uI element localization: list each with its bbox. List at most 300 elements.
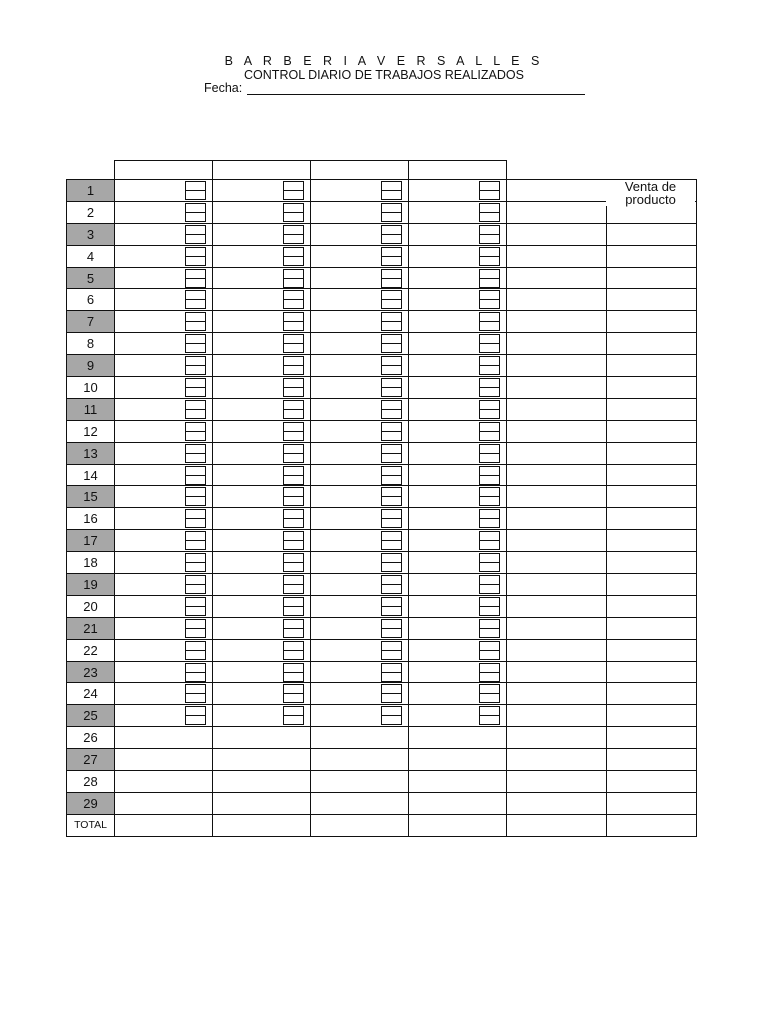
entry-cell-col-6[interactable] — [607, 639, 697, 661]
entry-cell-col-4[interactable] — [409, 180, 507, 202]
tally-box[interactable] — [283, 247, 304, 266]
entry-cell-col-1[interactable] — [115, 661, 213, 683]
entry-cell-col-5[interactable] — [507, 705, 607, 727]
tally-box[interactable] — [185, 466, 206, 485]
column-header-box-1[interactable] — [114, 160, 213, 180]
entry-cell-col-2[interactable] — [213, 289, 311, 311]
date-field[interactable] — [247, 94, 585, 95]
entry-cell-col-5[interactable] — [507, 201, 607, 223]
entry-cell-col-2[interactable] — [213, 398, 311, 420]
entry-cell-col-1[interactable] — [115, 267, 213, 289]
tally-box[interactable] — [479, 509, 500, 528]
row-number: 15 — [67, 486, 115, 508]
tally-box[interactable] — [185, 706, 206, 725]
tally-box[interactable] — [185, 225, 206, 244]
entry-cell-col-6[interactable] — [607, 289, 697, 311]
entry-cell-col-4[interactable] — [409, 486, 507, 508]
entry-cell-col-1[interactable] — [115, 311, 213, 333]
entry-cell-col-2[interactable] — [213, 705, 311, 727]
tally-box[interactable] — [381, 356, 402, 375]
entry-cell-col-5[interactable] — [507, 311, 607, 333]
entry-cell-col-1[interactable] — [115, 617, 213, 639]
entry-cell-col-1[interactable] — [115, 749, 213, 771]
entry-cell-col-5[interactable] — [507, 245, 607, 267]
entry-cell-col-5[interactable] — [507, 595, 607, 617]
tally-box[interactable] — [283, 553, 304, 572]
entry-cell-col-4[interactable] — [409, 552, 507, 574]
entry-cell-col-6[interactable] — [607, 683, 697, 705]
entry-cell-col-2[interactable] — [213, 771, 311, 793]
entry-cell-col-5[interactable] — [507, 530, 607, 552]
entry-cell-col-6[interactable] — [607, 442, 697, 464]
entry-cell-col-2[interactable] — [213, 574, 311, 596]
entry-cell-col-1[interactable] — [115, 595, 213, 617]
entry-cell-col-6[interactable] — [607, 398, 697, 420]
entry-cell-col-5[interactable] — [507, 749, 607, 771]
entry-cell-col-4[interactable] — [409, 201, 507, 223]
entry-cell-col-1[interactable] — [115, 333, 213, 355]
tally-box[interactable] — [381, 641, 402, 660]
entry-cell-col-2[interactable] — [213, 245, 311, 267]
entry-cell-col-3[interactable] — [311, 639, 409, 661]
entry-cell-col-5[interactable] — [507, 617, 607, 639]
tally-box[interactable] — [185, 290, 206, 309]
entry-cell-col-6[interactable] — [607, 355, 697, 377]
tally-box[interactable] — [283, 444, 304, 463]
tally-box[interactable] — [381, 663, 402, 682]
entry-cell-col-2[interactable] — [213, 201, 311, 223]
entry-cell-col-5[interactable] — [507, 574, 607, 596]
tally-box[interactable] — [479, 487, 500, 506]
entry-cell-col-3[interactable] — [311, 552, 409, 574]
tally-box[interactable] — [283, 356, 304, 375]
entry-cell-col-2[interactable] — [213, 530, 311, 552]
entry-cell-col-3[interactable] — [311, 267, 409, 289]
tally-box[interactable] — [185, 203, 206, 222]
tally-box[interactable] — [381, 706, 402, 725]
table-row — [67, 727, 697, 749]
entry-cell-col-6[interactable] — [607, 267, 697, 289]
tally-box[interactable] — [381, 684, 402, 703]
entry-cell-col-1[interactable] — [115, 552, 213, 574]
entry-cell-col-3[interactable] — [311, 311, 409, 333]
entry-cell-col-4[interactable] — [409, 245, 507, 267]
entry-cell-col-4[interactable] — [409, 530, 507, 552]
tally-box[interactable] — [283, 575, 304, 594]
table-row — [67, 289, 697, 311]
entry-cell-col-4[interactable] — [409, 792, 507, 814]
entry-cell-col-5[interactable] — [507, 727, 607, 749]
entry-cell-col-5[interactable] — [507, 486, 607, 508]
tally-box[interactable] — [381, 597, 402, 616]
entry-cell-col-6[interactable] — [607, 311, 697, 333]
tally-box[interactable] — [479, 597, 500, 616]
entry-cell-col-3[interactable] — [311, 442, 409, 464]
tally-box[interactable] — [185, 312, 206, 331]
entry-cell-col-3[interactable] — [311, 180, 409, 202]
entry-cell-col-3[interactable] — [311, 289, 409, 311]
tally-box[interactable] — [479, 312, 500, 331]
tally-box[interactable] — [185, 181, 206, 200]
tally-box[interactable] — [479, 553, 500, 572]
entry-cell-col-4[interactable] — [409, 420, 507, 442]
entry-cell-col-4[interactable] — [409, 617, 507, 639]
entry-cell-col-1[interactable] — [115, 639, 213, 661]
entry-cell-col-4[interactable] — [409, 683, 507, 705]
entry-cell-col-6[interactable] — [607, 771, 697, 793]
table-row — [67, 464, 697, 486]
entry-cell-col-3[interactable] — [311, 814, 409, 836]
entry-cell-col-6[interactable] — [607, 727, 697, 749]
entry-cell-col-4[interactable] — [409, 289, 507, 311]
entry-cell-col-2[interactable] — [213, 442, 311, 464]
entry-cell-col-3[interactable] — [311, 420, 409, 442]
tally-box[interactable] — [185, 487, 206, 506]
entry-cell-col-1[interactable] — [115, 530, 213, 552]
entry-cell-col-1[interactable] — [115, 442, 213, 464]
entry-cell-col-2[interactable] — [213, 727, 311, 749]
entry-cell-col-3[interactable] — [311, 705, 409, 727]
tally-box[interactable] — [283, 531, 304, 550]
entry-cell-col-6[interactable] — [607, 508, 697, 530]
entry-cell-col-2[interactable] — [213, 180, 311, 202]
entry-cell-col-5[interactable] — [507, 639, 607, 661]
tally-box[interactable] — [381, 400, 402, 419]
tally-box[interactable] — [185, 575, 206, 594]
tally-box[interactable] — [185, 444, 206, 463]
entry-cell-col-1[interactable] — [115, 420, 213, 442]
entry-cell-col-5[interactable] — [507, 355, 607, 377]
entry-cell-col-6[interactable] — [607, 486, 697, 508]
entry-cell-col-2[interactable] — [213, 486, 311, 508]
table-row — [67, 617, 697, 639]
tally-box[interactable] — [381, 444, 402, 463]
tally-box[interactable] — [479, 706, 500, 725]
entry-cell-col-3[interactable] — [311, 661, 409, 683]
tally-box[interactable] — [283, 641, 304, 660]
tally-box[interactable] — [479, 575, 500, 594]
table-row — [67, 595, 697, 617]
column-header-box-4[interactable] — [408, 160, 507, 180]
tally-box[interactable] — [283, 509, 304, 528]
entry-cell-col-2[interactable] — [213, 355, 311, 377]
entry-cell-col-5[interactable] — [507, 792, 607, 814]
entry-cell-col-1[interactable] — [115, 180, 213, 202]
column-header-box-2[interactable] — [212, 160, 311, 180]
tally-box[interactable] — [479, 641, 500, 660]
tally-box[interactable] — [381, 225, 402, 244]
entry-cell-col-6[interactable] — [607, 333, 697, 355]
entry-cell-col-6[interactable] — [607, 464, 697, 486]
entry-cell-col-4[interactable] — [409, 639, 507, 661]
tally-box[interactable] — [283, 422, 304, 441]
table-row — [67, 267, 697, 289]
tally-box[interactable] — [185, 422, 206, 441]
tally-box[interactable] — [381, 509, 402, 528]
tally-box[interactable] — [479, 290, 500, 309]
entry-cell-col-1[interactable] — [115, 398, 213, 420]
entry-cell-col-2[interactable] — [213, 749, 311, 771]
entry-cell-col-5[interactable] — [507, 223, 607, 245]
entry-cell-col-3[interactable] — [311, 223, 409, 245]
entry-cell-col-5[interactable] — [507, 552, 607, 574]
entry-cell-col-4[interactable] — [409, 771, 507, 793]
entry-cell-col-3[interactable] — [311, 508, 409, 530]
entry-cell-col-2[interactable] — [213, 661, 311, 683]
entry-cell-col-4[interactable] — [409, 727, 507, 749]
entry-cell-col-4[interactable] — [409, 508, 507, 530]
tally-box[interactable] — [381, 487, 402, 506]
tally-box[interactable] — [185, 247, 206, 266]
tally-box[interactable] — [479, 247, 500, 266]
row-number: 2 — [67, 201, 115, 223]
entry-cell-col-1[interactable] — [115, 574, 213, 596]
tally-box[interactable] — [283, 706, 304, 725]
tally-box[interactable] — [283, 225, 304, 244]
tally-box[interactable] — [185, 509, 206, 528]
tally-box[interactable] — [479, 422, 500, 441]
entry-cell-col-4[interactable] — [409, 377, 507, 399]
entry-cell-col-1[interactable] — [115, 771, 213, 793]
tally-box[interactable] — [185, 334, 206, 353]
entry-cell-col-4[interactable] — [409, 661, 507, 683]
tally-box[interactable] — [283, 269, 304, 288]
entry-cell-col-2[interactable] — [213, 464, 311, 486]
tally-box[interactable] — [283, 663, 304, 682]
entry-cell-col-3[interactable] — [311, 727, 409, 749]
table-row — [67, 792, 697, 814]
tally-box[interactable] — [381, 466, 402, 485]
entry-cell-col-4[interactable] — [409, 442, 507, 464]
entry-cell-col-2[interactable] — [213, 639, 311, 661]
entry-cell-col-1[interactable] — [115, 464, 213, 486]
table-row — [67, 771, 697, 793]
entry-cell-col-2[interactable] — [213, 420, 311, 442]
entry-cell-col-2[interactable] — [213, 333, 311, 355]
entry-cell-col-3[interactable] — [311, 574, 409, 596]
entry-cell-col-5[interactable] — [507, 420, 607, 442]
entry-cell-col-1[interactable] — [115, 289, 213, 311]
tally-box[interactable] — [185, 619, 206, 638]
entry-cell-col-5[interactable] — [507, 333, 607, 355]
tally-box[interactable] — [283, 334, 304, 353]
tally-box[interactable] — [283, 597, 304, 616]
tally-box[interactable] — [185, 553, 206, 572]
entry-cell-col-6[interactable] — [607, 377, 697, 399]
entry-cell-col-3[interactable] — [311, 530, 409, 552]
entry-cell-col-1[interactable] — [115, 245, 213, 267]
entry-cell-col-3[interactable] — [311, 749, 409, 771]
entry-cell-col-6[interactable] — [607, 749, 697, 771]
entry-cell-col-3[interactable] — [311, 355, 409, 377]
tally-box[interactable] — [283, 400, 304, 419]
tally-box[interactable] — [283, 312, 304, 331]
entry-cell-col-4[interactable] — [409, 814, 507, 836]
entry-cell-col-3[interactable] — [311, 333, 409, 355]
entry-cell-col-3[interactable] — [311, 683, 409, 705]
entry-cell-col-4[interactable] — [409, 749, 507, 771]
entry-cell-col-6[interactable] — [607, 814, 697, 836]
table-row — [67, 661, 697, 683]
entry-cell-col-5[interactable] — [507, 771, 607, 793]
tally-box[interactable] — [283, 378, 304, 397]
entry-cell-col-1[interactable] — [115, 727, 213, 749]
entry-cell-col-4[interactable] — [409, 311, 507, 333]
tally-box[interactable] — [479, 466, 500, 485]
entry-cell-col-2[interactable] — [213, 267, 311, 289]
tally-box[interactable] — [185, 269, 206, 288]
entry-cell-col-5[interactable] — [507, 508, 607, 530]
entry-cell-col-3[interactable] — [311, 398, 409, 420]
tally-box[interactable] — [381, 422, 402, 441]
row-number: 12 — [67, 420, 115, 442]
entry-cell-col-3[interactable] — [311, 464, 409, 486]
tally-box[interactable] — [479, 619, 500, 638]
entry-cell-col-4[interactable] — [409, 595, 507, 617]
tally-box[interactable] — [283, 181, 304, 200]
tally-box[interactable] — [381, 247, 402, 266]
entry-cell-col-1[interactable] — [115, 223, 213, 245]
tally-box[interactable] — [381, 312, 402, 331]
entry-cell-col-2[interactable] — [213, 792, 311, 814]
entry-cell-col-2[interactable] — [213, 552, 311, 574]
entry-cell-col-3[interactable] — [311, 617, 409, 639]
tally-box[interactable] — [479, 203, 500, 222]
entry-cell-col-6[interactable] — [607, 530, 697, 552]
tally-box[interactable] — [479, 356, 500, 375]
entry-cell-col-2[interactable] — [213, 814, 311, 836]
entry-cell-col-6[interactable] — [607, 245, 697, 267]
entry-cell-col-2[interactable] — [213, 223, 311, 245]
entry-cell-col-1[interactable] — [115, 486, 213, 508]
tally-box[interactable] — [381, 269, 402, 288]
entry-cell-col-1[interactable] — [115, 377, 213, 399]
entry-cell-col-2[interactable] — [213, 617, 311, 639]
entry-cell-col-6[interactable] — [607, 552, 697, 574]
tally-box[interactable] — [381, 619, 402, 638]
entry-cell-col-3[interactable] — [311, 595, 409, 617]
entry-cell-col-5[interactable] — [507, 180, 607, 202]
entry-cell-col-1[interactable] — [115, 814, 213, 836]
tally-box[interactable] — [185, 597, 206, 616]
tally-box[interactable] — [479, 378, 500, 397]
entry-cell-col-5[interactable] — [507, 377, 607, 399]
entry-cell-col-6[interactable] — [607, 661, 697, 683]
entry-cell-col-6[interactable] — [607, 574, 697, 596]
entry-cell-col-1[interactable] — [115, 508, 213, 530]
tally-box[interactable] — [185, 663, 206, 682]
tally-box[interactable] — [479, 225, 500, 244]
entry-cell-col-4[interactable] — [409, 398, 507, 420]
entry-cell-col-1[interactable] — [115, 201, 213, 223]
entry-cell-col-5[interactable] — [507, 267, 607, 289]
tally-box[interactable] — [283, 619, 304, 638]
entry-cell-col-5[interactable] — [507, 442, 607, 464]
entry-cell-col-4[interactable] — [409, 267, 507, 289]
entry-cell-col-1[interactable] — [115, 683, 213, 705]
tally-box[interactable] — [185, 531, 206, 550]
entry-cell-col-3[interactable] — [311, 486, 409, 508]
tally-box[interactable] — [479, 684, 500, 703]
tally-box[interactable] — [283, 466, 304, 485]
entry-cell-col-6[interactable] — [607, 705, 697, 727]
entry-cell-col-3[interactable] — [311, 245, 409, 267]
tally-box[interactable] — [283, 290, 304, 309]
entry-cell-col-4[interactable] — [409, 355, 507, 377]
entry-cell-col-2[interactable] — [213, 508, 311, 530]
tally-box[interactable] — [479, 181, 500, 200]
entry-cell-col-4[interactable] — [409, 464, 507, 486]
tally-box[interactable] — [381, 531, 402, 550]
entry-cell-col-3[interactable] — [311, 201, 409, 223]
entry-cell-col-4[interactable] — [409, 333, 507, 355]
entry-cell-col-5[interactable] — [507, 661, 607, 683]
row-number: 27 — [67, 749, 115, 771]
entry-cell-col-2[interactable] — [213, 377, 311, 399]
entry-cell-col-5[interactable] — [507, 683, 607, 705]
entry-cell-col-6[interactable] — [607, 420, 697, 442]
entry-cell-col-1[interactable] — [115, 792, 213, 814]
tally-box[interactable] — [381, 290, 402, 309]
entry-cell-col-3[interactable] — [311, 792, 409, 814]
tally-box[interactable] — [479, 400, 500, 419]
entry-cell-col-5[interactable] — [507, 398, 607, 420]
tally-box[interactable] — [185, 356, 206, 375]
entry-cell-col-2[interactable] — [213, 311, 311, 333]
entry-cell-col-3[interactable] — [311, 771, 409, 793]
tally-box[interactable] — [381, 203, 402, 222]
tally-box[interactable] — [479, 531, 500, 550]
form-subtitle: CONTROL DIARIO DE TRABAJOS REALIZADOS — [244, 68, 524, 82]
tally-box[interactable] — [381, 181, 402, 200]
entry-cell-col-6[interactable] — [607, 617, 697, 639]
entry-cell-col-3[interactable] — [311, 377, 409, 399]
table-row — [67, 420, 697, 442]
tally-box[interactable] — [283, 684, 304, 703]
entry-cell-col-5[interactable] — [507, 289, 607, 311]
tally-box[interactable] — [381, 575, 402, 594]
table-row — [67, 530, 697, 552]
entry-cell-col-6[interactable] — [607, 223, 697, 245]
tally-box[interactable] — [381, 378, 402, 397]
tally-box[interactable] — [283, 203, 304, 222]
tally-box[interactable] — [381, 334, 402, 353]
tally-box[interactable] — [185, 641, 206, 660]
tally-box[interactable] — [185, 684, 206, 703]
entry-cell-col-4[interactable] — [409, 574, 507, 596]
entry-cell-col-1[interactable] — [115, 705, 213, 727]
tally-box[interactable] — [479, 269, 500, 288]
table-body — [67, 180, 697, 837]
tally-box[interactable] — [381, 553, 402, 572]
entry-cell-col-5[interactable] — [507, 814, 607, 836]
tally-box[interactable] — [479, 444, 500, 463]
entry-cell-col-2[interactable] — [213, 683, 311, 705]
tally-box[interactable] — [283, 487, 304, 506]
entry-cell-col-5[interactable] — [507, 464, 607, 486]
column-header-box-3[interactable] — [310, 160, 409, 180]
tally-box[interactable] — [185, 400, 206, 419]
entry-cell-col-1[interactable] — [115, 355, 213, 377]
entry-cell-col-2[interactable] — [213, 595, 311, 617]
tally-box[interactable] — [479, 663, 500, 682]
entry-cell-col-4[interactable] — [409, 705, 507, 727]
entry-cell-col-4[interactable] — [409, 223, 507, 245]
tally-box[interactable] — [479, 334, 500, 353]
entry-cell-col-6[interactable] — [607, 792, 697, 814]
entry-cell-col-6[interactable] — [607, 595, 697, 617]
tally-box[interactable] — [185, 378, 206, 397]
